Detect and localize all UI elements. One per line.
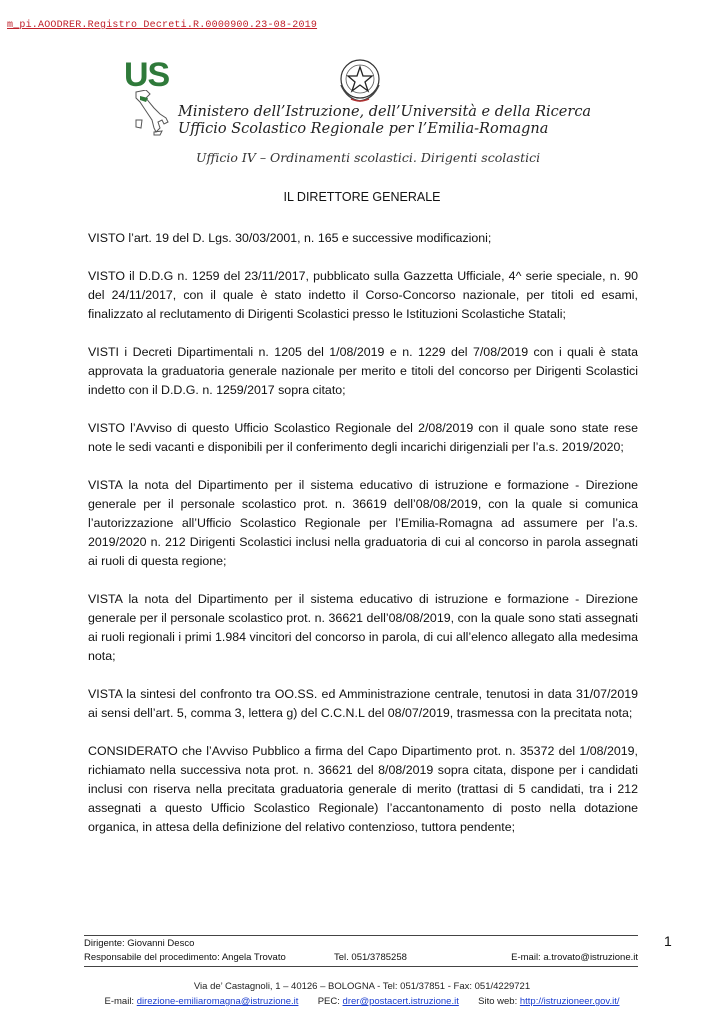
republic-emblem-icon — [335, 55, 385, 105]
footer-row — [84, 951, 638, 965]
document-heading: IL DIRETTORE GENERALE — [283, 190, 441, 204]
usr-logo — [124, 56, 184, 136]
page-number: 1 — [664, 933, 672, 949]
email-link[interactable]: direzione-emiliaromagna@istruzione.it — [136, 996, 299, 1007]
paragraph: VISTA la sintesi del confronto tra OO.SS. ed Amministrazione centrale, tenutosi in data 31/07/2019 ai sensi dell’art. 5, comma 3, lettera g) del C.C.N.L del 08/07/2019, trasmessa con la precitata nota; — [88, 687, 638, 720]
regional-office-name: Ufficio Scolastico Regionale per l’Emilia-Romagna — [178, 121, 549, 137]
paragraph: CONSIDERATO che l’Avviso Pubblico a firma del Capo Dipartimento prot. n. 35372 del 1/08/2019, richiamato nella successiva nota prot. n. 36621 del 8/08/2019 sopra citata, dispone per i candidati inclusi con riserva nella precitata graduatoria generale di merito (trattasi di 5 candidati, tra i 212 assegnati a questo Ufficio Scolastico Regionale) l’accantonamento di posto nella dotazione organica, in attesa della definizione del relativo contenzioso, tuttora pendente; — [88, 744, 638, 834]
paragraph: VISTO l’Avviso di questo Ufficio Scolastico Regionale del 2/08/2019 con il quale sono state rese note le sedi vacanti e disponibili per il conferimento degli incarichi dirigenziali per l’a.s. 2019/2020; — [88, 421, 638, 454]
director-name: Dirigente: Giovanni Desco — [84, 938, 195, 949]
letterhead-ministry — [178, 104, 658, 138]
paragraph: VISTO il D.D.G n. 1259 del 23/11/2017, pubblicato sulla Gazzetta Ufficiale, 4^ serie speciale, n. 90 del 24/11/2017, con il quale è stato indetto il Corso-Concorso nazionale, per titoli ed esami, finalizzato al reclutamento di Dirigenti Scolastici presso le Istituzioni Scolastiche Statali; — [88, 269, 638, 321]
ministry-name: Ministero dell’Istruzione, dell’Università e della Ricerca — [178, 104, 592, 120]
responsible-phone: Tel. 051/3785258 — [334, 952, 407, 963]
usr-logo-text: US — [124, 56, 170, 94]
paragraph: VISTA la nota del Dipartimento per il sistema educativo di istruzione e formazione - Direzione generale per il personale scolastico prot. n. 36621 dell’08/08/2019, con la quale sono stati assegnati ai ruoli regionali i primi 1.984 vincitori del concorso in parola, di cui all’elenco allegato alla medesima nota; — [88, 592, 638, 663]
document-body — [88, 229, 638, 856]
responsible-name: Responsabile del procedimento: Angela Trovato — [84, 952, 286, 963]
italy-map-icon — [132, 90, 172, 136]
office-address: Via de’ Castagnoli, 1 – 40126 – BOLOGNA - Tel: 051/37851 - Fax: 051/4229721 — [193, 981, 531, 992]
website-label: Sito web: — [478, 996, 518, 1007]
paragraph: VISTO l’art. 19 del D. Lgs. 30/03/2001, n. 165 e successive modificazioni; — [88, 231, 492, 245]
email-label: E-mail: — [104, 996, 135, 1007]
footer-contact-box — [84, 935, 638, 967]
paragraph: VISTI i Decreti Dipartimentali n. 1205 del 1/08/2019 e n. 1229 del 7/08/2019 con i quali è stata approvata la graduatoria generale nazionale per merito e titoli del concorso per Dirigenti Scolastici indetto con il D.D.G. n. 1259/2017 sopra citato; — [88, 345, 638, 397]
paragraph: VISTA la nota del Dipartimento per il sistema educativo di istruzione e formazione - Direzione generale per il personale scolastico prot. n. 36619 dell’08/08/2019, con la quale si comunica l’autorizzazione all’Ufficio Scolastico Regionale per l’Emilia-Romagna ad assumere per l’a.s. 2019/2020 n. 212 Dirigenti Scolastici inclusi nella graduatoria di cui al concorso in parola assegnati ai ruoli di questa regione; — [88, 478, 638, 568]
pec-label: PEC: — [317, 996, 340, 1007]
footer-row — [84, 937, 638, 951]
website-link[interactable]: http://istruzioneer.gov.it/ — [519, 996, 620, 1007]
responsible-email: E-mail: a.trovato@istruzione.it — [511, 952, 638, 963]
protocol-stamp: m_pi.AOODRER.Registro Decreti.R.0000900.23-08-2019 — [7, 20, 318, 31]
office-name: Ufficio IV – Ordinamenti scolastici. Dirigenti scolastici — [196, 150, 541, 165]
office-contacts — [0, 996, 724, 1007]
pec-link[interactable]: drer@postacert.istruzione.it — [342, 996, 459, 1007]
